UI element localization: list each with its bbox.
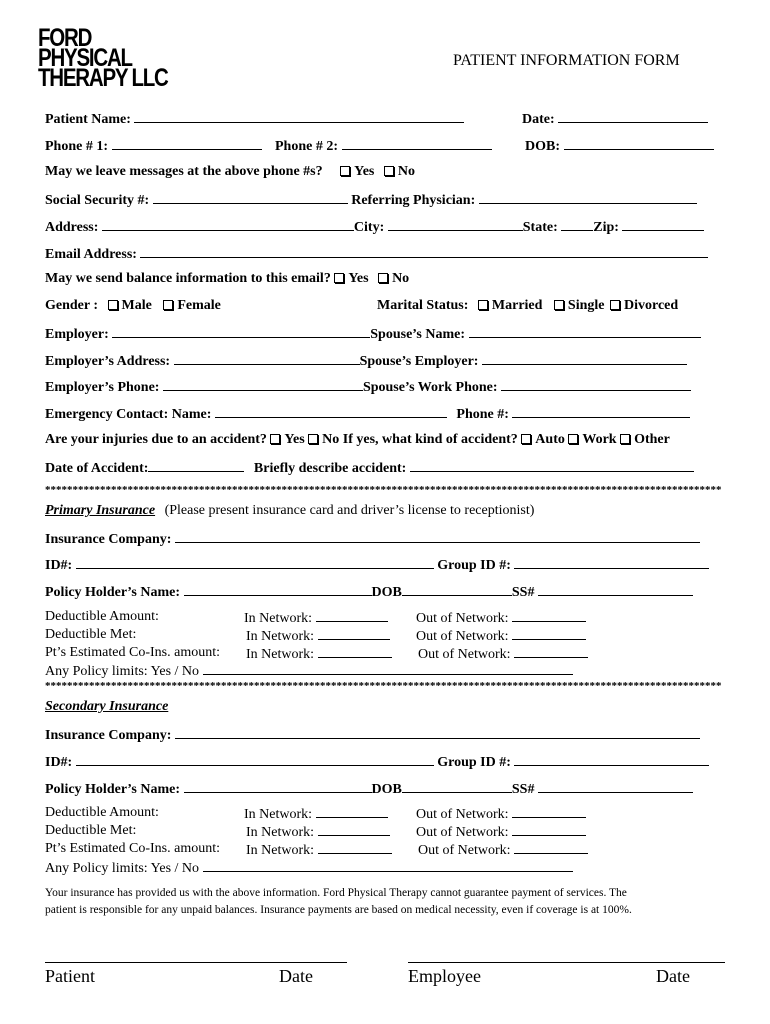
email-label: Email Address: <box>45 247 137 262</box>
phone-row <box>45 137 492 155</box>
male-checkbox[interactable] <box>108 300 118 310</box>
primary-holder-label: Policy Holder’s Name: <box>45 585 181 600</box>
primary-id-row <box>45 556 709 574</box>
balance-yes-checkbox[interactable] <box>334 273 344 283</box>
patient-signature-label: Patient <box>45 966 95 986</box>
date-label: Date: <box>522 112 555 127</box>
address-row <box>45 218 704 236</box>
employee-date-label: Date <box>656 966 690 986</box>
primary-ss-label: SS# <box>511 585 535 600</box>
employer-address-row <box>45 352 687 370</box>
other-checkbox[interactable] <box>620 434 630 444</box>
send-balance-label: May we send balance information to this email? <box>45 271 331 286</box>
secondary-holder-label: Policy Holder’s Name: <box>45 782 181 797</box>
other-label: Other <box>634 432 670 447</box>
secondary-company-label: Insurance Company: <box>45 728 172 743</box>
single-checkbox[interactable] <box>554 300 564 310</box>
secondary-ss-field[interactable] <box>538 780 693 793</box>
out-network-label: Out of Network: <box>416 807 509 822</box>
marital-label: Marital Status: <box>377 298 469 313</box>
secondary-deductible-amount-label: Deductible Amount: <box>45 805 159 820</box>
employer-row <box>45 325 701 343</box>
city-field[interactable] <box>388 218 523 231</box>
ssn-row <box>45 191 697 209</box>
address-field[interactable] <box>102 218 354 231</box>
secondary-in-network-field-3[interactable] <box>318 841 392 854</box>
in-network-label: In Network: <box>246 825 315 840</box>
logo-line-1: FORD <box>38 24 92 52</box>
separator-2: *************************************************************************************************************************** <box>45 680 722 692</box>
in-network-label: In Network: <box>244 807 313 822</box>
out-network-label: Out of Network: <box>418 843 511 858</box>
patient-signature-line[interactable] <box>45 962 347 963</box>
primary-out-network-1 <box>416 609 586 627</box>
phone2-label: Phone # 2: <box>275 139 338 154</box>
employer-field[interactable] <box>112 325 370 338</box>
work-checkbox[interactable] <box>568 434 578 444</box>
referring-field[interactable] <box>479 191 697 204</box>
secondary-id-label: ID#: <box>45 755 73 770</box>
in-network-label: In Network: <box>244 611 313 626</box>
accident-yes-label: Yes <box>284 432 305 447</box>
primary-out-network-field-3[interactable] <box>514 645 588 658</box>
secondary-coins-label: Pt’s Estimated Co-Ins. amount: <box>45 841 220 856</box>
disclaimer-line-2: patient is responsible for any unpaid balances. Insurance payments are based on medical necessity, even if coverage is at 100%. <box>45 904 632 916</box>
divorced-label: Divorced <box>624 298 679 313</box>
secondary-in-network-field-2[interactable] <box>318 823 390 836</box>
secondary-company-row <box>45 726 700 744</box>
employer-phone-label: Employer’s Phone: <box>45 380 160 395</box>
married-label: Married <box>491 298 543 313</box>
emergency-name-field[interactable] <box>215 405 447 418</box>
primary-insurance-note: (Please present insurance card and driver’s license to receptionist) <box>164 503 535 518</box>
messages-yes-checkbox[interactable] <box>340 166 350 176</box>
logo-line-2: PHYSICAL <box>38 44 132 72</box>
gender-row <box>45 298 221 314</box>
logo-line-3: THERAPY LLC <box>38 64 168 92</box>
primary-heading-row <box>45 503 534 519</box>
patient-date-label: Date <box>279 966 313 986</box>
accident-date-field[interactable] <box>148 459 244 472</box>
disclaimer-line-1: Your insurance has provided us with the above information. Ford Physical Therapy cannot guarantee payment of services. The <box>45 887 627 899</box>
state-label: State: <box>522 220 558 235</box>
injuries-row <box>45 432 670 448</box>
separator-1: *************************************************************************************************************************** <box>45 484 722 496</box>
female-label: Female <box>177 298 221 313</box>
spouse-employer-field[interactable] <box>482 352 687 365</box>
married-checkbox[interactable] <box>478 300 488 310</box>
accident-type-label: If yes, what kind of accident? <box>342 432 518 447</box>
state-field[interactable] <box>561 218 593 231</box>
accident-date-label: Date of Accident: <box>45 461 149 476</box>
accident-no-checkbox[interactable] <box>308 434 318 444</box>
auto-label: Auto <box>535 432 565 447</box>
city-label: City: <box>353 220 385 235</box>
employee-signature-line[interactable] <box>408 962 725 963</box>
secondary-in-network-1 <box>244 805 388 823</box>
primary-deductible-met-label: Deductible Met: <box>45 627 137 642</box>
leave-messages-row <box>45 164 415 180</box>
employer-phone-row <box>45 378 691 396</box>
secondary-group-field[interactable] <box>514 753 709 766</box>
employer-label: Employer: <box>45 327 109 342</box>
out-network-label: Out of Network: <box>416 825 509 840</box>
primary-out-network-field-2[interactable] <box>512 627 586 640</box>
date-field[interactable] <box>558 110 708 123</box>
date-row <box>522 110 708 128</box>
primary-limits-label: Any Policy limits: Yes / No <box>45 664 200 679</box>
secondary-out-network-field-3[interactable] <box>514 841 588 854</box>
balance-no-checkbox[interactable] <box>378 273 388 283</box>
phone2-field[interactable] <box>342 137 492 150</box>
marital-row <box>377 298 678 314</box>
primary-limits-field[interactable] <box>203 662 573 675</box>
employee-signature-label: Employee <box>408 966 481 986</box>
accident-no-label: No <box>322 432 340 447</box>
in-network-label: In Network: <box>246 629 315 644</box>
secondary-limits-field[interactable] <box>203 859 573 872</box>
spouse-work-phone-field[interactable] <box>501 378 691 391</box>
primary-limits-row <box>45 662 573 680</box>
primary-holder-field[interactable] <box>184 583 372 596</box>
secondary-heading-row <box>45 699 168 715</box>
in-network-label: In Network: <box>246 647 315 662</box>
emergency-label: Emergency Contact: Name: <box>45 407 212 422</box>
describe-label: Briefly describe accident: <box>253 461 407 476</box>
patient-name-row <box>45 110 464 128</box>
primary-company-field[interactable] <box>175 530 700 543</box>
primary-insurance-heading: Primary Insurance <box>45 503 156 518</box>
secondary-dob-label: DOB <box>371 782 402 797</box>
primary-group-label: Group ID #: <box>437 558 511 573</box>
work-label: Work <box>582 432 617 447</box>
primary-deductible-amount-label: Deductible Amount: <box>45 609 159 624</box>
spouse-work-phone-label: Spouse’s Work Phone: <box>362 380 498 395</box>
secondary-ss-label: SS# <box>511 782 535 797</box>
spouse-name-label: Spouse’s Name: <box>370 327 466 342</box>
ssn-label: Social Security #: <box>45 193 150 208</box>
employer-address-label: Employer’s Address: <box>45 354 171 369</box>
patient-name-field[interactable] <box>134 110 464 123</box>
describe-field[interactable] <box>410 459 694 472</box>
secondary-holder-field[interactable] <box>184 780 372 793</box>
primary-dob-label: DOB <box>371 585 402 600</box>
accident-date-row <box>45 459 694 477</box>
zip-label: Zip: <box>593 220 619 235</box>
secondary-limits-label: Any Policy limits: Yes / No <box>45 861 200 876</box>
address-label: Address: <box>45 220 99 235</box>
emergency-phone-field[interactable] <box>512 405 690 418</box>
secondary-out-network-field-2[interactable] <box>512 823 586 836</box>
secondary-out-network-field-1[interactable] <box>512 805 586 818</box>
secondary-out-network-1 <box>416 805 586 823</box>
zip-field[interactable] <box>622 218 704 231</box>
primary-in-network-field-1[interactable] <box>316 609 388 622</box>
primary-in-network-3 <box>246 645 392 663</box>
injuries-label: Are your injuries due to an accident? <box>45 432 267 447</box>
secondary-id-row <box>45 753 709 771</box>
balance-no-label: No <box>392 271 410 286</box>
secondary-holder-row <box>45 780 693 798</box>
primary-in-network-1 <box>244 609 388 627</box>
emergency-phone-label: Phone #: <box>456 407 509 422</box>
primary-out-network-2 <box>416 627 586 645</box>
out-network-label: Out of Network: <box>418 647 511 662</box>
phone1-field[interactable] <box>112 137 262 150</box>
primary-in-network-field-2[interactable] <box>318 627 390 640</box>
dob-field[interactable] <box>564 137 714 150</box>
secondary-dob-field[interactable] <box>402 780 512 793</box>
secondary-out-network-2 <box>416 823 586 841</box>
accident-yes-checkbox[interactable] <box>270 434 280 444</box>
primary-coins-label: Pt’s Estimated Co-Ins. amount: <box>45 645 220 660</box>
emergency-row <box>45 405 690 423</box>
secondary-limits-row <box>45 859 573 877</box>
secondary-out-network-3 <box>418 841 588 859</box>
divorced-checkbox[interactable] <box>610 300 620 310</box>
employer-address-field[interactable] <box>174 352 360 365</box>
auto-checkbox[interactable] <box>521 434 531 444</box>
ssn-field[interactable] <box>153 191 348 204</box>
primary-company-row <box>45 530 700 548</box>
single-label: Single <box>567 298 605 313</box>
primary-holder-row <box>45 583 693 601</box>
patient-name-label: Patient Name: <box>45 112 131 127</box>
messages-no-checkbox[interactable] <box>384 166 394 176</box>
female-checkbox[interactable] <box>163 300 173 310</box>
secondary-in-network-2 <box>246 823 390 841</box>
secondary-company-field[interactable] <box>175 726 700 739</box>
primary-in-network-2 <box>246 627 390 645</box>
employer-phone-field[interactable] <box>163 378 363 391</box>
gender-label: Gender : <box>45 298 99 313</box>
spouse-employer-label: Spouse’s Employer: <box>359 354 479 369</box>
email-row <box>45 245 708 263</box>
primary-id-field[interactable] <box>76 556 434 569</box>
dob-label: DOB: <box>525 139 560 154</box>
primary-group-field[interactable] <box>514 556 709 569</box>
primary-id-label: ID#: <box>45 558 73 573</box>
out-network-label: Out of Network: <box>416 629 509 644</box>
form-title: PATIENT INFORMATION FORM <box>453 52 680 69</box>
referring-label: Referring Physician: <box>351 193 476 208</box>
in-network-label: In Network: <box>246 843 315 858</box>
primary-dob-field[interactable] <box>402 583 512 596</box>
secondary-id-field[interactable] <box>76 753 434 766</box>
messages-yes-label: Yes <box>354 164 375 179</box>
male-label: Male <box>121 298 152 313</box>
secondary-in-network-3 <box>246 841 392 859</box>
primary-out-network-field-1[interactable] <box>512 609 586 622</box>
secondary-group-label: Group ID #: <box>437 755 511 770</box>
primary-in-network-field-3[interactable] <box>318 645 392 658</box>
out-network-label: Out of Network: <box>416 611 509 626</box>
secondary-deductible-met-label: Deductible Met: <box>45 823 137 838</box>
primary-out-network-3 <box>418 645 588 663</box>
company-logo <box>38 24 168 92</box>
primary-company-label: Insurance Company: <box>45 532 172 547</box>
leave-messages-label: May we leave messages at the above phone #s? <box>45 164 323 179</box>
secondary-insurance-heading: Secondary Insurance <box>45 699 169 714</box>
phone1-label: Phone # 1: <box>45 139 108 154</box>
dob-row <box>525 137 714 155</box>
spouse-name-field[interactable] <box>469 325 701 338</box>
messages-no-label: No <box>397 164 415 179</box>
balance-yes-label: Yes <box>348 271 369 286</box>
email-field[interactable] <box>140 245 708 258</box>
send-balance-row <box>45 271 409 287</box>
secondary-in-network-field-1[interactable] <box>316 805 388 818</box>
primary-ss-field[interactable] <box>538 583 693 596</box>
